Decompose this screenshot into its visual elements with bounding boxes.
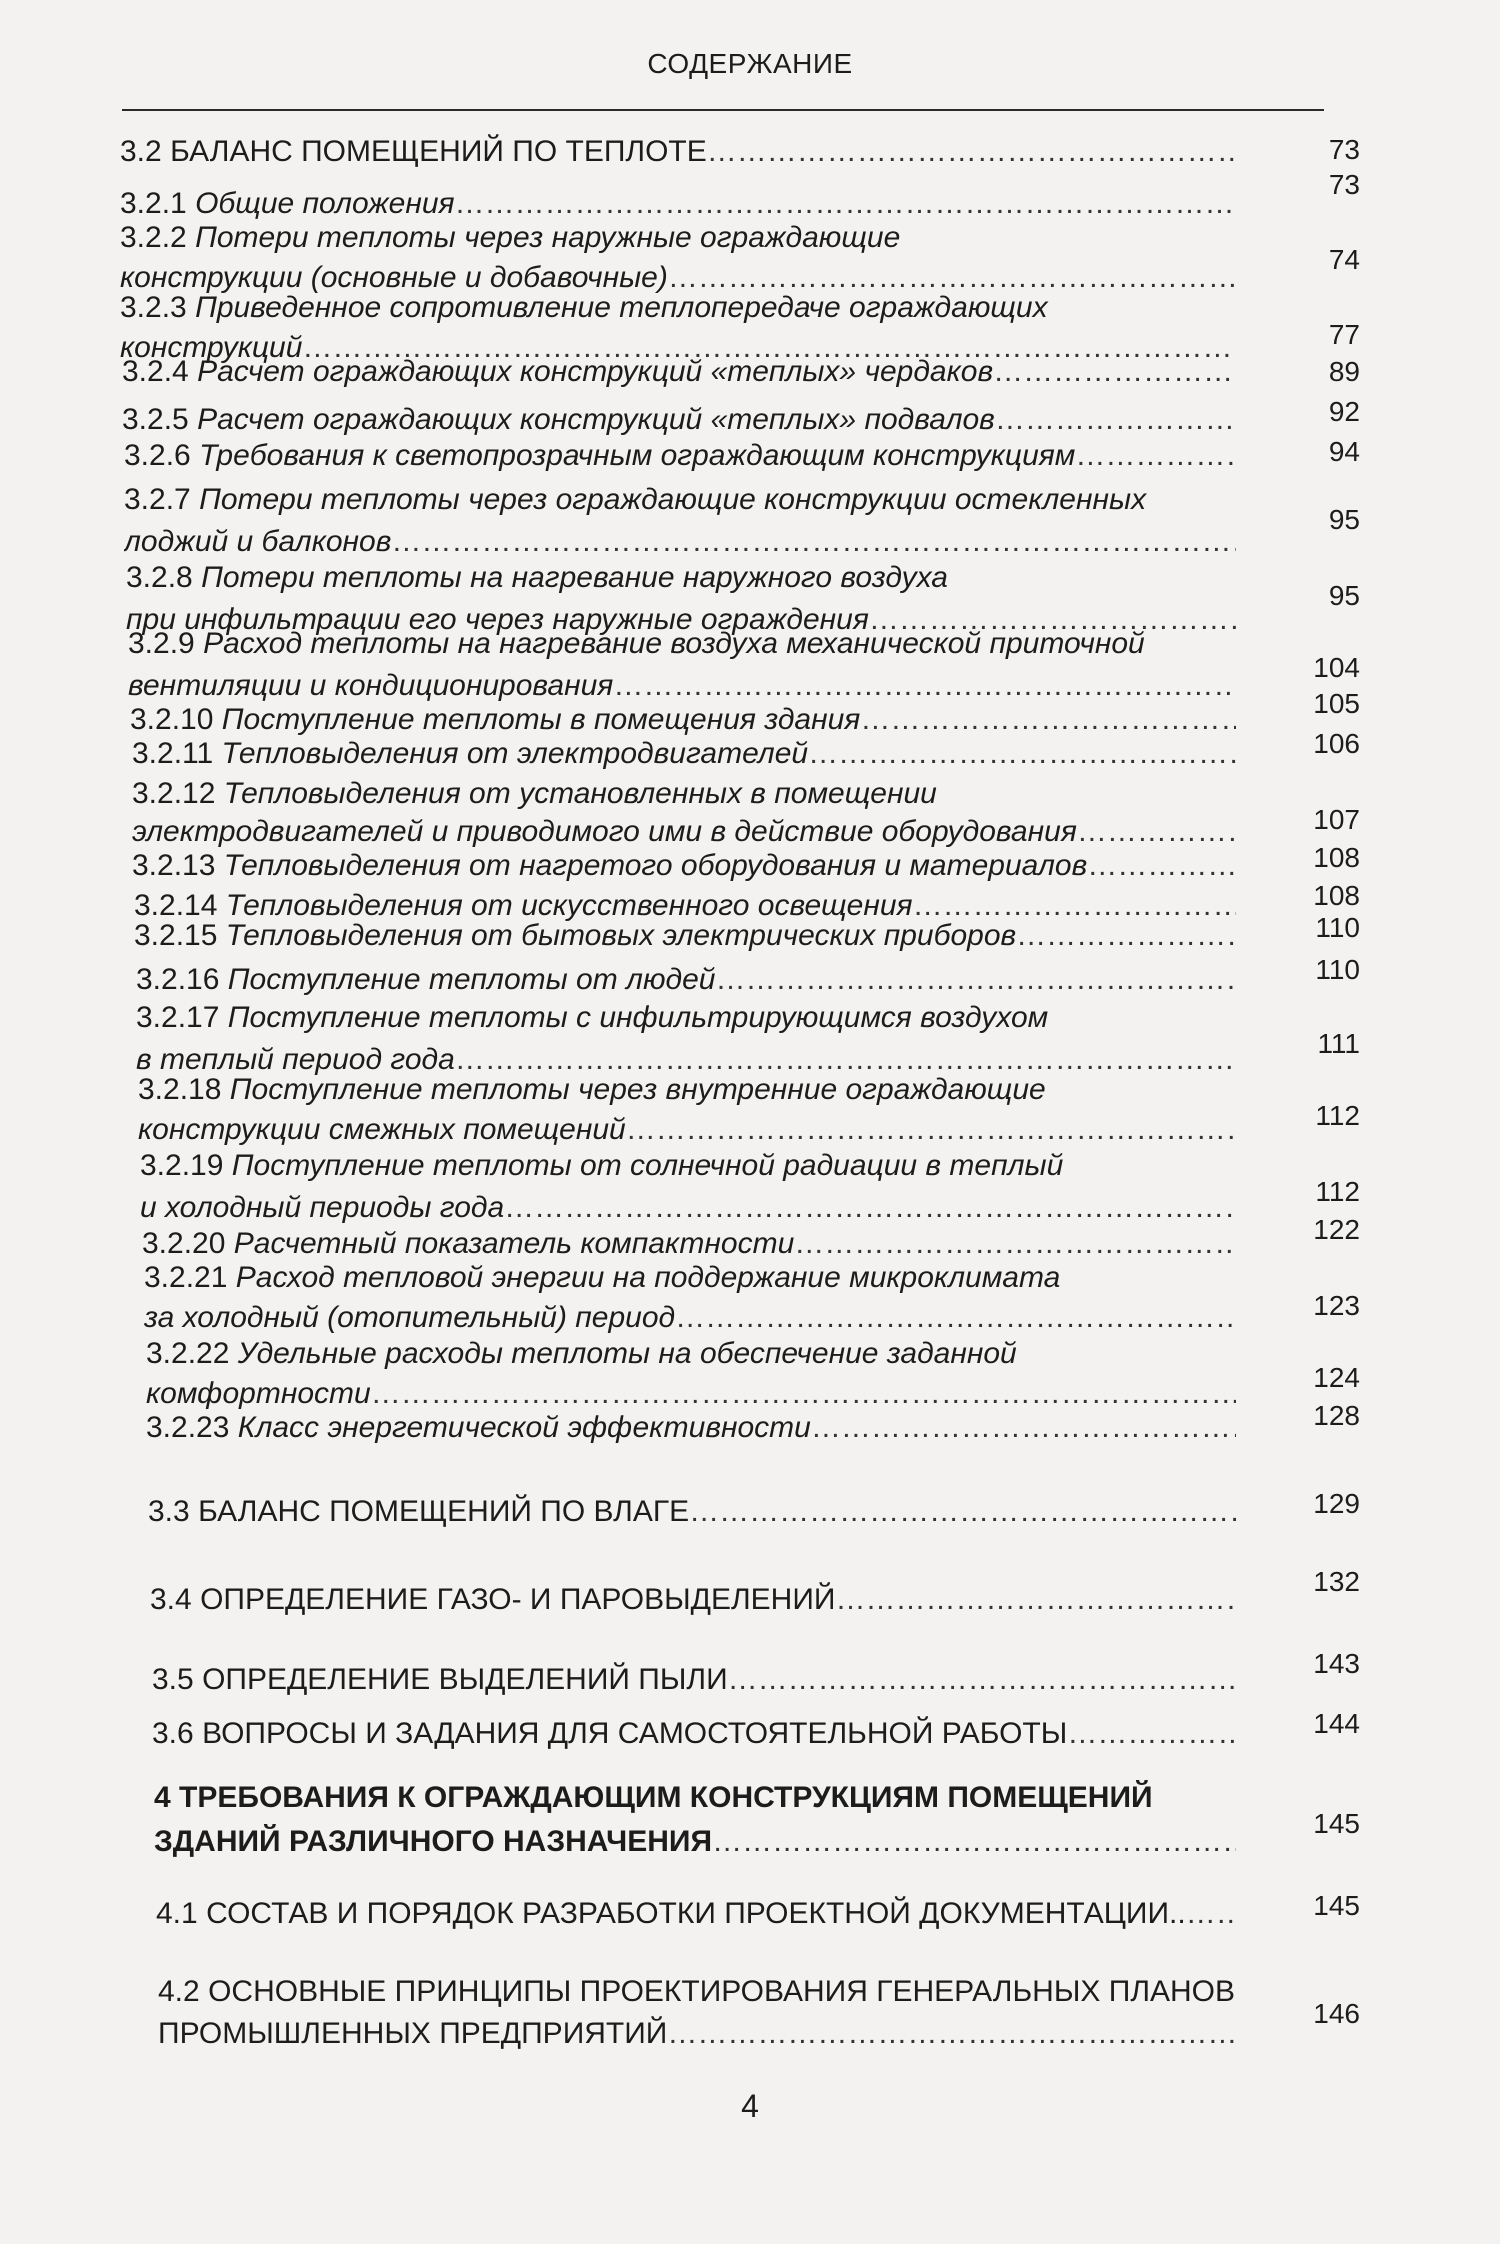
leader-dots bbox=[1016, 919, 1236, 952]
page-ref: 104 bbox=[1313, 652, 1360, 683]
section-number: 3.2.7 bbox=[124, 483, 191, 516]
section-title: Поступление теплоты с инфильтрирующимся воздухом bbox=[227, 1001, 1049, 1034]
section-number: 3.4 bbox=[150, 1583, 192, 1616]
section-number: 3.2.21 bbox=[144, 1261, 228, 1294]
page-ref: 145 bbox=[1313, 1890, 1360, 1921]
section-title: Тепловыделения от бытовых электрических приборов bbox=[225, 919, 1017, 952]
section-title: ОСНОВНЫЕ ПРИНЦИПЫ ПРОЕКТИРОВАНИЯ ГЕНЕРАЛЬНЫХ ПЛАНОВ bbox=[208, 1975, 1236, 2008]
toc-line bbox=[134, 916, 1236, 956]
page-ref: 77 bbox=[1328, 319, 1360, 350]
leader-dots bbox=[794, 1227, 1236, 1260]
section-title: Поступление теплоты от людей bbox=[227, 963, 716, 996]
section-title: БАЛАНС ПОМЕЩЕНИЙ ПО ВЛАГЕ bbox=[198, 1495, 690, 1528]
toc-line bbox=[136, 960, 1236, 1000]
page-ref: 144 bbox=[1313, 1708, 1360, 1739]
leader-dots bbox=[808, 737, 1236, 770]
section-number: 4 bbox=[154, 1781, 171, 1814]
section-title: Приведенное сопротивление теплопередаче ограждающих bbox=[195, 291, 1048, 324]
section-number: 3.2.14 bbox=[134, 889, 218, 922]
page-ref: 74 bbox=[1328, 244, 1360, 275]
section-title: Общие положения bbox=[195, 187, 455, 220]
page-number: 4 bbox=[741, 2088, 759, 2124]
section-number: 3.2.12 bbox=[132, 777, 216, 810]
section-title: Удельные расходы теплоты на обеспечение заданной bbox=[237, 1337, 1017, 1370]
section-number: 3.2.17 bbox=[136, 1001, 220, 1034]
leader-dots bbox=[455, 187, 1236, 220]
section-title-continued: и холодный периоды года bbox=[140, 1191, 505, 1224]
page-ref: 132 bbox=[1313, 1566, 1360, 1597]
section-number: 3.2.1 bbox=[120, 187, 187, 220]
section-title: Расход тепловой энергии на поддержание микроклимата bbox=[235, 1261, 1061, 1294]
section-number: 3.2 bbox=[120, 135, 162, 168]
section-number: 3.2.11 bbox=[132, 737, 214, 770]
section-title: Тепловыделения от искусственного освещения bbox=[225, 889, 913, 922]
page-ref: 107 bbox=[1313, 804, 1360, 835]
section-number: 3.5 bbox=[152, 1663, 194, 1696]
section-title: Расчетный показатель компактности bbox=[233, 1227, 795, 1260]
page-ref: 128 bbox=[1313, 1400, 1360, 1431]
section-title: ВОПРОСЫ И ЗАДАНИЯ ДЛЯ САМОСТОЯТЕЛЬНОЙ РАБОТЫ bbox=[202, 1717, 1068, 1750]
toc-line bbox=[136, 998, 1236, 1038]
toc-line bbox=[158, 2014, 1236, 2054]
toc-line bbox=[158, 1972, 1236, 2012]
leader-dots bbox=[715, 963, 1236, 996]
toc-line bbox=[156, 1894, 1236, 1934]
section-title: Потери теплоты через наружные ограждающие bbox=[195, 221, 901, 254]
toc-line bbox=[138, 1110, 1236, 1150]
section-number: 3.2.16 bbox=[136, 963, 220, 996]
section-title-continued: ЗДАНИЙ РАЗЛИЧНОГО НАЗНАЧЕНИЯ bbox=[154, 1825, 713, 1858]
section-number: 3.2.20 bbox=[142, 1227, 226, 1260]
section-number: 3.2.8 bbox=[126, 561, 193, 594]
section-number: 3.2.23 bbox=[146, 1411, 230, 1444]
section-title-continued: комфортности bbox=[146, 1377, 371, 1410]
section-number: 3.2.9 bbox=[128, 627, 195, 660]
section-title: Расчет ограждающих конструкций «теплых» чердаков bbox=[197, 355, 994, 388]
page-ref: 89 bbox=[1328, 356, 1360, 387]
toc-line bbox=[132, 774, 1236, 814]
section-title-continued: вентиляции и кондиционирования bbox=[128, 669, 614, 702]
toc-line bbox=[120, 288, 1236, 328]
section-number: 3.2.2 bbox=[120, 221, 187, 254]
section-title-continued: за холодный (отопительный) период bbox=[144, 1301, 676, 1334]
section-number: 3.2.13 bbox=[132, 849, 216, 882]
page-ref: 122 bbox=[1313, 1214, 1360, 1245]
leader-dots bbox=[1186, 1897, 1236, 1930]
toc-line bbox=[132, 734, 1236, 774]
toc-line bbox=[124, 436, 1236, 476]
leader-dots bbox=[728, 1663, 1236, 1696]
toc-line bbox=[144, 1298, 1236, 1338]
section-number: 3.2.18 bbox=[138, 1073, 222, 1106]
section-title: БАЛАНС ПОМЕЩЕНИЙ ПО ТЕПЛОТЕ bbox=[170, 135, 707, 168]
toc-line bbox=[154, 1822, 1236, 1862]
page-ref: 129 bbox=[1313, 1488, 1360, 1519]
page-ref: 95 bbox=[1328, 504, 1360, 535]
leader-dots bbox=[835, 1583, 1236, 1616]
page-ref: 95 bbox=[1328, 580, 1360, 611]
section-number: 3.2.6 bbox=[124, 439, 191, 472]
leader-dots bbox=[712, 1825, 1236, 1858]
leader-dots bbox=[626, 1113, 1236, 1146]
toc-line bbox=[140, 1188, 1236, 1228]
leader-dots bbox=[391, 525, 1236, 558]
section-title: Класс энергетической эффективности bbox=[237, 1411, 811, 1444]
page-ref: 123 bbox=[1313, 1290, 1360, 1321]
section-title-continued: электродвигателей и приводимого ими в действие оборудования bbox=[132, 815, 1077, 848]
toc-line bbox=[150, 1580, 1236, 1620]
section-title: ОПРЕДЕЛЕНИЕ ГАЗО- И ПАРОВЫДЕЛЕНИЙ bbox=[200, 1583, 836, 1616]
toc-line bbox=[154, 1778, 1236, 1818]
section-title: Поступление теплоты в помещения здания bbox=[221, 703, 861, 736]
toc-line bbox=[144, 1258, 1236, 1298]
toc-line bbox=[120, 132, 1236, 172]
section-title: Потери теплоты на нагревание наружного воздуха bbox=[201, 561, 948, 594]
section-title-continued: конструкции (основные и добавочные) bbox=[120, 261, 668, 294]
page-ref: 110 bbox=[1315, 954, 1360, 985]
section-title: Тепловыделения от электродвигателей bbox=[221, 737, 809, 770]
page-ref: 108 bbox=[1313, 842, 1360, 873]
toc-line bbox=[124, 522, 1236, 562]
leader-dots bbox=[1067, 1717, 1236, 1750]
section-title: Требования к светопрозрачным ограждающим конструкциям bbox=[199, 439, 1076, 472]
page-ref: 146 bbox=[1313, 1998, 1360, 2029]
page-ref: 92 bbox=[1328, 396, 1360, 427]
page-ref: 105 bbox=[1313, 688, 1360, 719]
section-number: 3.6 bbox=[152, 1717, 194, 1750]
section-title: ОПРЕДЕЛЕНИЕ ВЫДЕЛЕНИЙ ПЫЛИ bbox=[202, 1663, 728, 1696]
section-title: Потери теплоты через ограждающие конструкции остекленных bbox=[199, 483, 1147, 516]
leader-dots bbox=[1077, 815, 1236, 848]
leader-dots bbox=[371, 1377, 1236, 1410]
page-ref: 112 bbox=[1315, 1100, 1360, 1131]
toc-line bbox=[152, 1714, 1236, 1754]
leader-dots bbox=[504, 1191, 1236, 1224]
section-number: 4.1 bbox=[156, 1897, 198, 1930]
leader-dots bbox=[995, 403, 1236, 436]
section-title-continued: ПРОМЫШЛЕННЫХ ПРЕДПРИЯТИЙ bbox=[158, 2017, 668, 2050]
section-title-continued: конструкции смежных помещений bbox=[138, 1113, 626, 1146]
toc-line bbox=[146, 1408, 1236, 1448]
section-number: 3.2.3 bbox=[120, 291, 187, 324]
section-number: 4.2 bbox=[158, 1975, 200, 2008]
section-number: 3.2.10 bbox=[130, 703, 214, 736]
leader-dots bbox=[860, 703, 1236, 736]
page-ref: 73 bbox=[1328, 169, 1360, 200]
section-title-continued: в теплый период года bbox=[136, 1043, 455, 1076]
section-number: 3.2.5 bbox=[122, 403, 189, 436]
leader-dots bbox=[1075, 439, 1236, 472]
section-title: Поступление теплоты от солнечной радиации в теплый bbox=[231, 1149, 1064, 1182]
page-ref: 94 bbox=[1328, 436, 1360, 467]
leader-dots bbox=[811, 1411, 1236, 1444]
page-ref: 124 bbox=[1313, 1362, 1360, 1393]
page-ref: 108 bbox=[1313, 880, 1360, 911]
page-ref: 73 bbox=[1328, 134, 1360, 165]
toc-line bbox=[120, 218, 1236, 258]
toc-line bbox=[126, 558, 1236, 598]
leader-dots bbox=[613, 669, 1236, 702]
toc-line bbox=[146, 1334, 1236, 1374]
section-number: 3.2.19 bbox=[140, 1149, 224, 1182]
toc-line bbox=[124, 480, 1236, 520]
toc-line bbox=[132, 846, 1236, 886]
toc-line bbox=[122, 352, 1236, 392]
toc-line bbox=[152, 1660, 1236, 1700]
section-title-continued: конструкций bbox=[120, 331, 303, 364]
leader-dots bbox=[993, 355, 1236, 388]
page-ref: 145 bbox=[1313, 1808, 1360, 1839]
section-title: Расход теплоты на нагревание воздуха механической приточной bbox=[203, 627, 1145, 660]
page-title: СОДЕРЖАНИЕ bbox=[647, 48, 853, 79]
section-title: Тепловыделения от установленных в помещении bbox=[223, 777, 937, 810]
section-title-continued: лоджий и балконов bbox=[124, 525, 392, 558]
toc-line bbox=[138, 1070, 1236, 1110]
section-number: 3.3 bbox=[148, 1495, 190, 1528]
toc-line bbox=[122, 400, 1236, 440]
page-ref: 106 bbox=[1313, 728, 1360, 759]
leader-dots bbox=[707, 135, 1236, 168]
section-title: Расчет ограждающих конструкций «теплых» подвалов bbox=[197, 403, 995, 436]
leader-dots bbox=[689, 1495, 1236, 1528]
section-title: СОСТАВ И ПОРЯДОК РАЗРАБОТКИ ПРОЕКТНОЙ ДОКУМЕНТАЦИИ.. bbox=[206, 1897, 1186, 1930]
section-number: 3.2.4 bbox=[122, 355, 189, 388]
section-title: Тепловыделения от нагретого оборудования и материалов bbox=[223, 849, 1088, 882]
section-title: ТРЕБОВАНИЯ К ОГРАЖДАЮЩИМ КОНСТРУКЦИЯМ ПОМЕЩЕНИЙ bbox=[179, 1781, 1153, 1814]
section-number: 3.2.15 bbox=[134, 919, 218, 952]
leader-dots bbox=[667, 2017, 1236, 2050]
toc-line bbox=[148, 1492, 1236, 1532]
section-title-continued: при инфильтрации его через наружные ограждения bbox=[126, 603, 869, 636]
toc-line bbox=[140, 1146, 1236, 1186]
leader-dots bbox=[675, 1301, 1236, 1334]
page-ref: 110 bbox=[1315, 912, 1360, 943]
page-ref: 143 bbox=[1313, 1648, 1360, 1679]
toc-line bbox=[128, 624, 1236, 664]
section-title: Поступление теплоты через внутренние ограждающие bbox=[229, 1073, 1046, 1106]
page-ref: 111 bbox=[1317, 1028, 1360, 1059]
leader-dots bbox=[1087, 849, 1236, 882]
page-ref: 112 bbox=[1315, 1176, 1360, 1207]
section-number: 3.2.22 bbox=[146, 1337, 230, 1370]
